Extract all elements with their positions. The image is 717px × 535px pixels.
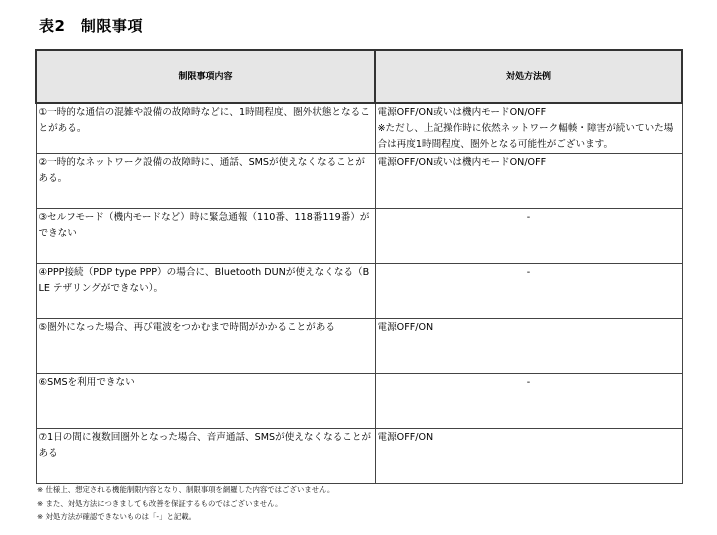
table-row: [36, 264, 682, 319]
footnote: ※ 仕様上、想定される機能制限内容となり、制限事項を網羅した内容ではございません。: [37, 485, 335, 494]
table-row: [36, 103, 682, 154]
table-row: [36, 209, 682, 264]
column-header-action: 対処方法例: [375, 50, 682, 103]
restriction-cell: ⑥SMSを利用できない: [36, 374, 375, 429]
table-row: [36, 319, 682, 374]
restriction-cell: ⑦1日の間に複数回圏外となった場合、音声通話、SMSが使えなくなることがある: [36, 429, 375, 484]
action-cell: -: [375, 264, 682, 319]
table-row: [36, 374, 682, 429]
restriction-cell: ⑤圏外になった場合、再び電波をつかむまで時間がかかることがある: [36, 319, 375, 374]
restriction-cell: ④PPP接続（PDP type PPP）の場合に、Bluetooth DUNが使えなくなる（BLE テザリングができない）。: [36, 264, 375, 319]
restrictions-table: [35, 49, 683, 484]
table-row: [36, 429, 682, 484]
restriction-cell: ②一時的なネットワーク設備の故障時に、通話、SMSが使えなくなることがある。: [36, 154, 375, 209]
action-cell: 電源OFF/ON或いは機内モードON/OFF ※ただし、上記操作時に依然ネットワーク輻輳・障害が続いていた場合は再度1時間程度、圏外となる可能性がございます。: [375, 103, 682, 154]
column-header-restriction: 制限事項内容: [36, 50, 375, 103]
table-row: [36, 154, 682, 209]
action-cell: 電源OFF/ON或いは機内モードON/OFF: [375, 154, 682, 209]
restriction-cell: ③セルフモード（機内モードなど）時に緊急通報（110番、118番119番）ができない: [36, 209, 375, 264]
footnote: ※ また、対処方法につきましても改善を保証するものではございません。: [37, 498, 283, 508]
action-cell: -: [375, 209, 682, 264]
action-cell: 電源OFF/ON: [375, 429, 682, 484]
footnote: ※ 対処方法が確認できないものは「-」と記載。: [37, 512, 197, 521]
action-cell: -: [375, 374, 682, 429]
table-header-row: [36, 50, 682, 103]
restriction-cell: ①一時的な通信の混雑や設備の故障時などに、1時間程度、圏外状態となることがある。: [36, 103, 375, 154]
table-title: 表2 制限事項: [39, 17, 143, 35]
footnotes: [37, 483, 334, 524]
action-cell: 電源OFF/ON: [375, 319, 682, 374]
